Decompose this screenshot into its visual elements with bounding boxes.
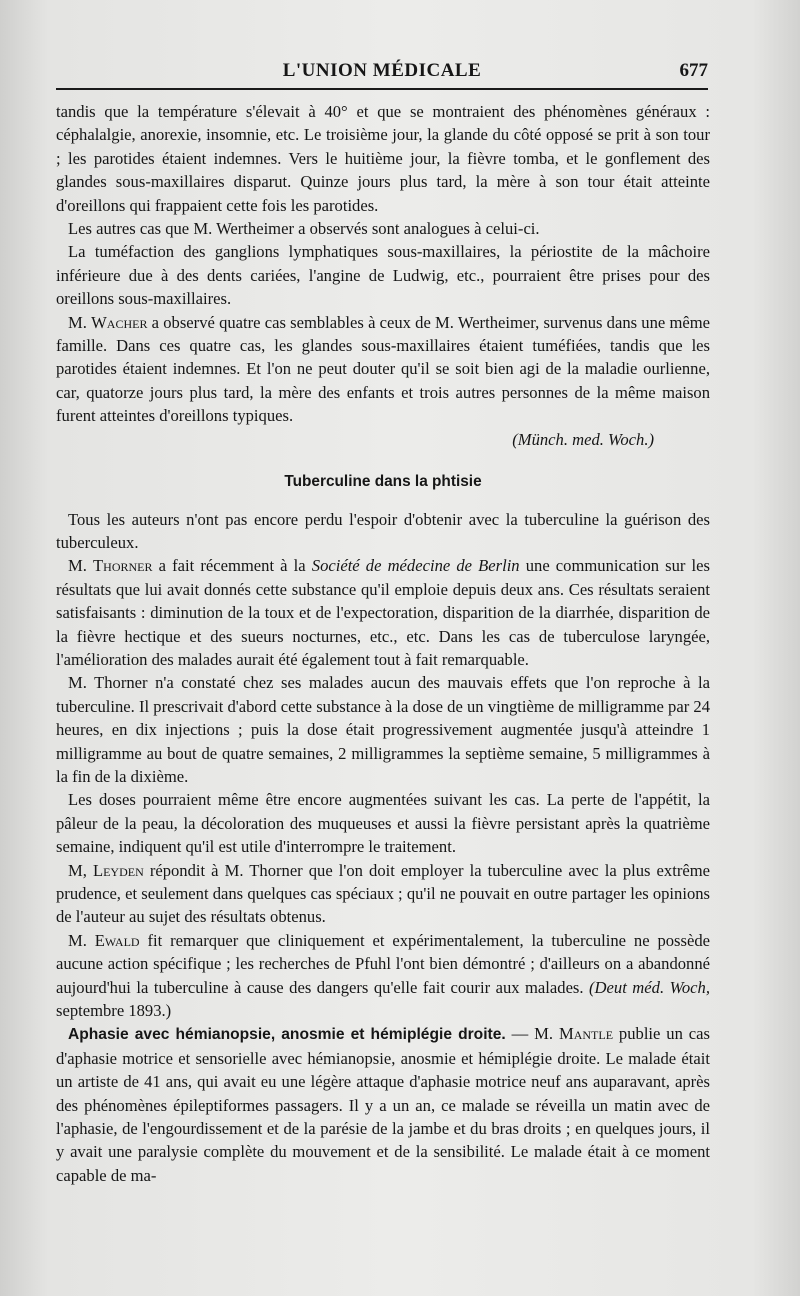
citation: (Münch. med. Woch.) — [512, 429, 654, 449]
author-name: Wacher — [91, 312, 148, 332]
author-name: Mantle — [558, 1024, 614, 1044]
paragraph-text: répondit à M. Thorner que l'on doit employer la tuberculine avec la plus extrême prudence, et seulement dans quelques cas spéciaux ; qu'il ne pouvait en outre partager les opinions de l'auteur au sujet des résultats obtenus. — [56, 860, 710, 927]
paragraph: Les doses pourraient même être encore augmentées suivant les cas. La perte de l'appétit, la pâleur de la peau, la décoloration des muqueuses et aussi la fièvre persistant après la quatrième semaine, indiquent qu'il est utile d'interrompre le traitement. — [56, 790, 710, 857]
paragraph — [56, 311, 710, 428]
author-name: Leyden — [92, 860, 144, 880]
paragraph — [56, 859, 710, 929]
paragraph: Les autres cas que M. Wertheimer a observés sont analogues à celui-ci. — [68, 219, 540, 239]
paragraph-lead: M. — [68, 312, 92, 332]
paragraph-text: publie un cas d'aphasie motrice et sensorielle avec hémianopsie, anosmie et hémiplégie droite. Le malade était un artiste de 41 ans, qui avait eu une légère attaque d'aphasie motrice neuf ans auparavant, après des phénomènes épileptiformes passagers. Il y a un an, ce malade se réveilla un matin avec de l'aphasie, de l'engourdissement et de la parésie de la jambe et du bras droits ; en quelques jours, il y avait une paralysie complète du mouvement et de la sensibilité. Le malade était à ce moment capable de ma- — [56, 1024, 710, 1185]
run-in-title: Aphasie avec hémianopsie, anosmie et hémiplégie droite. — [68, 1026, 506, 1044]
page-number: 677 — [679, 60, 708, 81]
author-name: Ewald — [94, 930, 140, 950]
paragraph: tandis que la température s'élevait à 40° et que se montraient des phénomènes généraux : céphalalgie, anorexie, insomnie, etc. Le troisième jour, la glande du côté opposé se prit à son tour ; les parotides étaient indemnes. Vers le huitième jour, la fièvre tomba, et le gonflement des glandes sous-maxillaires disparut. Quinze jours plus tard, la mère à son tour était atteinte d'oreillons qui frappaient cette fois les parotides. — [56, 102, 710, 215]
paragraph-text: fit remarquer que cliniquement et expérimentalement, la tuberculine ne possède aucune action spécifique ; les recherches de Pfuhl l'ont bien démontré ; d'ailleurs on a abandonné aujourd'hui la tuberculine à cause des dangers qu'elle fait courir aux malades. — [56, 930, 710, 997]
page-header — [56, 52, 708, 92]
author-name: Thorner — [93, 556, 153, 576]
society-name: Société de médecine de Berlin — [311, 556, 520, 576]
paragraph — [56, 554, 710, 671]
paragraph-text: — M. — [505, 1024, 559, 1044]
paragraph — [56, 929, 710, 1023]
running-title: L'UNION MÉDICALE — [282, 60, 482, 81]
paragraph-text: une communication sur les résultats que lui avait donnés cette substance qu'il emploie depuis deux ans. Ces résultats seraient satisfaisants : diminution de la toux et de l'expectoration, disparition de la diarrhée, disparition de la fièvre hectique et des sueurs nocturnes, etc., etc. Dans les cas de tuberculose laryngée, l'amélioration des malades aurait été également tout à fait remarquable. — [56, 556, 710, 669]
paragraph-text: a observé quatre cas semblables à ceux de M. Wertheimer, survenus dans une même famille. Dans ces quatre cas, les glandes sous-maxillaires étaient tuméfiées, tandis que les parotides étaient indemnes. Et l'on ne peut douter qu'il se soit bien agi de la maladie ourlienne, car, quatorze jours plus tard, la mère des enfants et trois autres personnes de la même maison furent atteintes d'oreillons typiques. — [56, 312, 710, 426]
paragraph: La tuméfaction des ganglions lymphatiques sous-maxillaires, la périostite de la mâchoire inférieure due à des dents cariées, l'angine de Ludwig, etc., pourraient être prises pour des oreillons sous-maxillaires. — [56, 242, 710, 309]
section-title: Tuberculine dans la phtisie — [284, 473, 482, 491]
paragraph — [56, 1022, 710, 1187]
paragraph-text: a fait récemment à la — [152, 556, 312, 576]
source-reference: (Deut méd. Woch, — [589, 977, 710, 997]
source-date: septembre 1893.) — [56, 1001, 172, 1021]
paragraph: Tous les auteurs n'ont pas encore perdu l'espoir d'obtenir avec la tuberculine la guérison des tuberculeux. — [56, 509, 710, 552]
paragraph-lead: M, — [68, 860, 93, 880]
header-rule — [56, 88, 708, 90]
paragraph-lead: M. — [68, 556, 94, 576]
paragraph-lead: M. — [68, 930, 95, 950]
paragraph: M. Thorner n'a constaté chez ses malades aucun des mauvais effets que l'on reproche à la tuberculine. Il prescrivait d'abord cette substance à la dose de un vingtième de milligramme par 24 heures, en dix injections ; puis la dose était progressivement augmentée jusqu'à atteindre 1 milligramme au bout de quatre semaines, 2 milligrammes la septième semaine, 5 milligrammes à la fin de la dixième. — [56, 673, 710, 786]
article-body — [56, 100, 710, 1187]
